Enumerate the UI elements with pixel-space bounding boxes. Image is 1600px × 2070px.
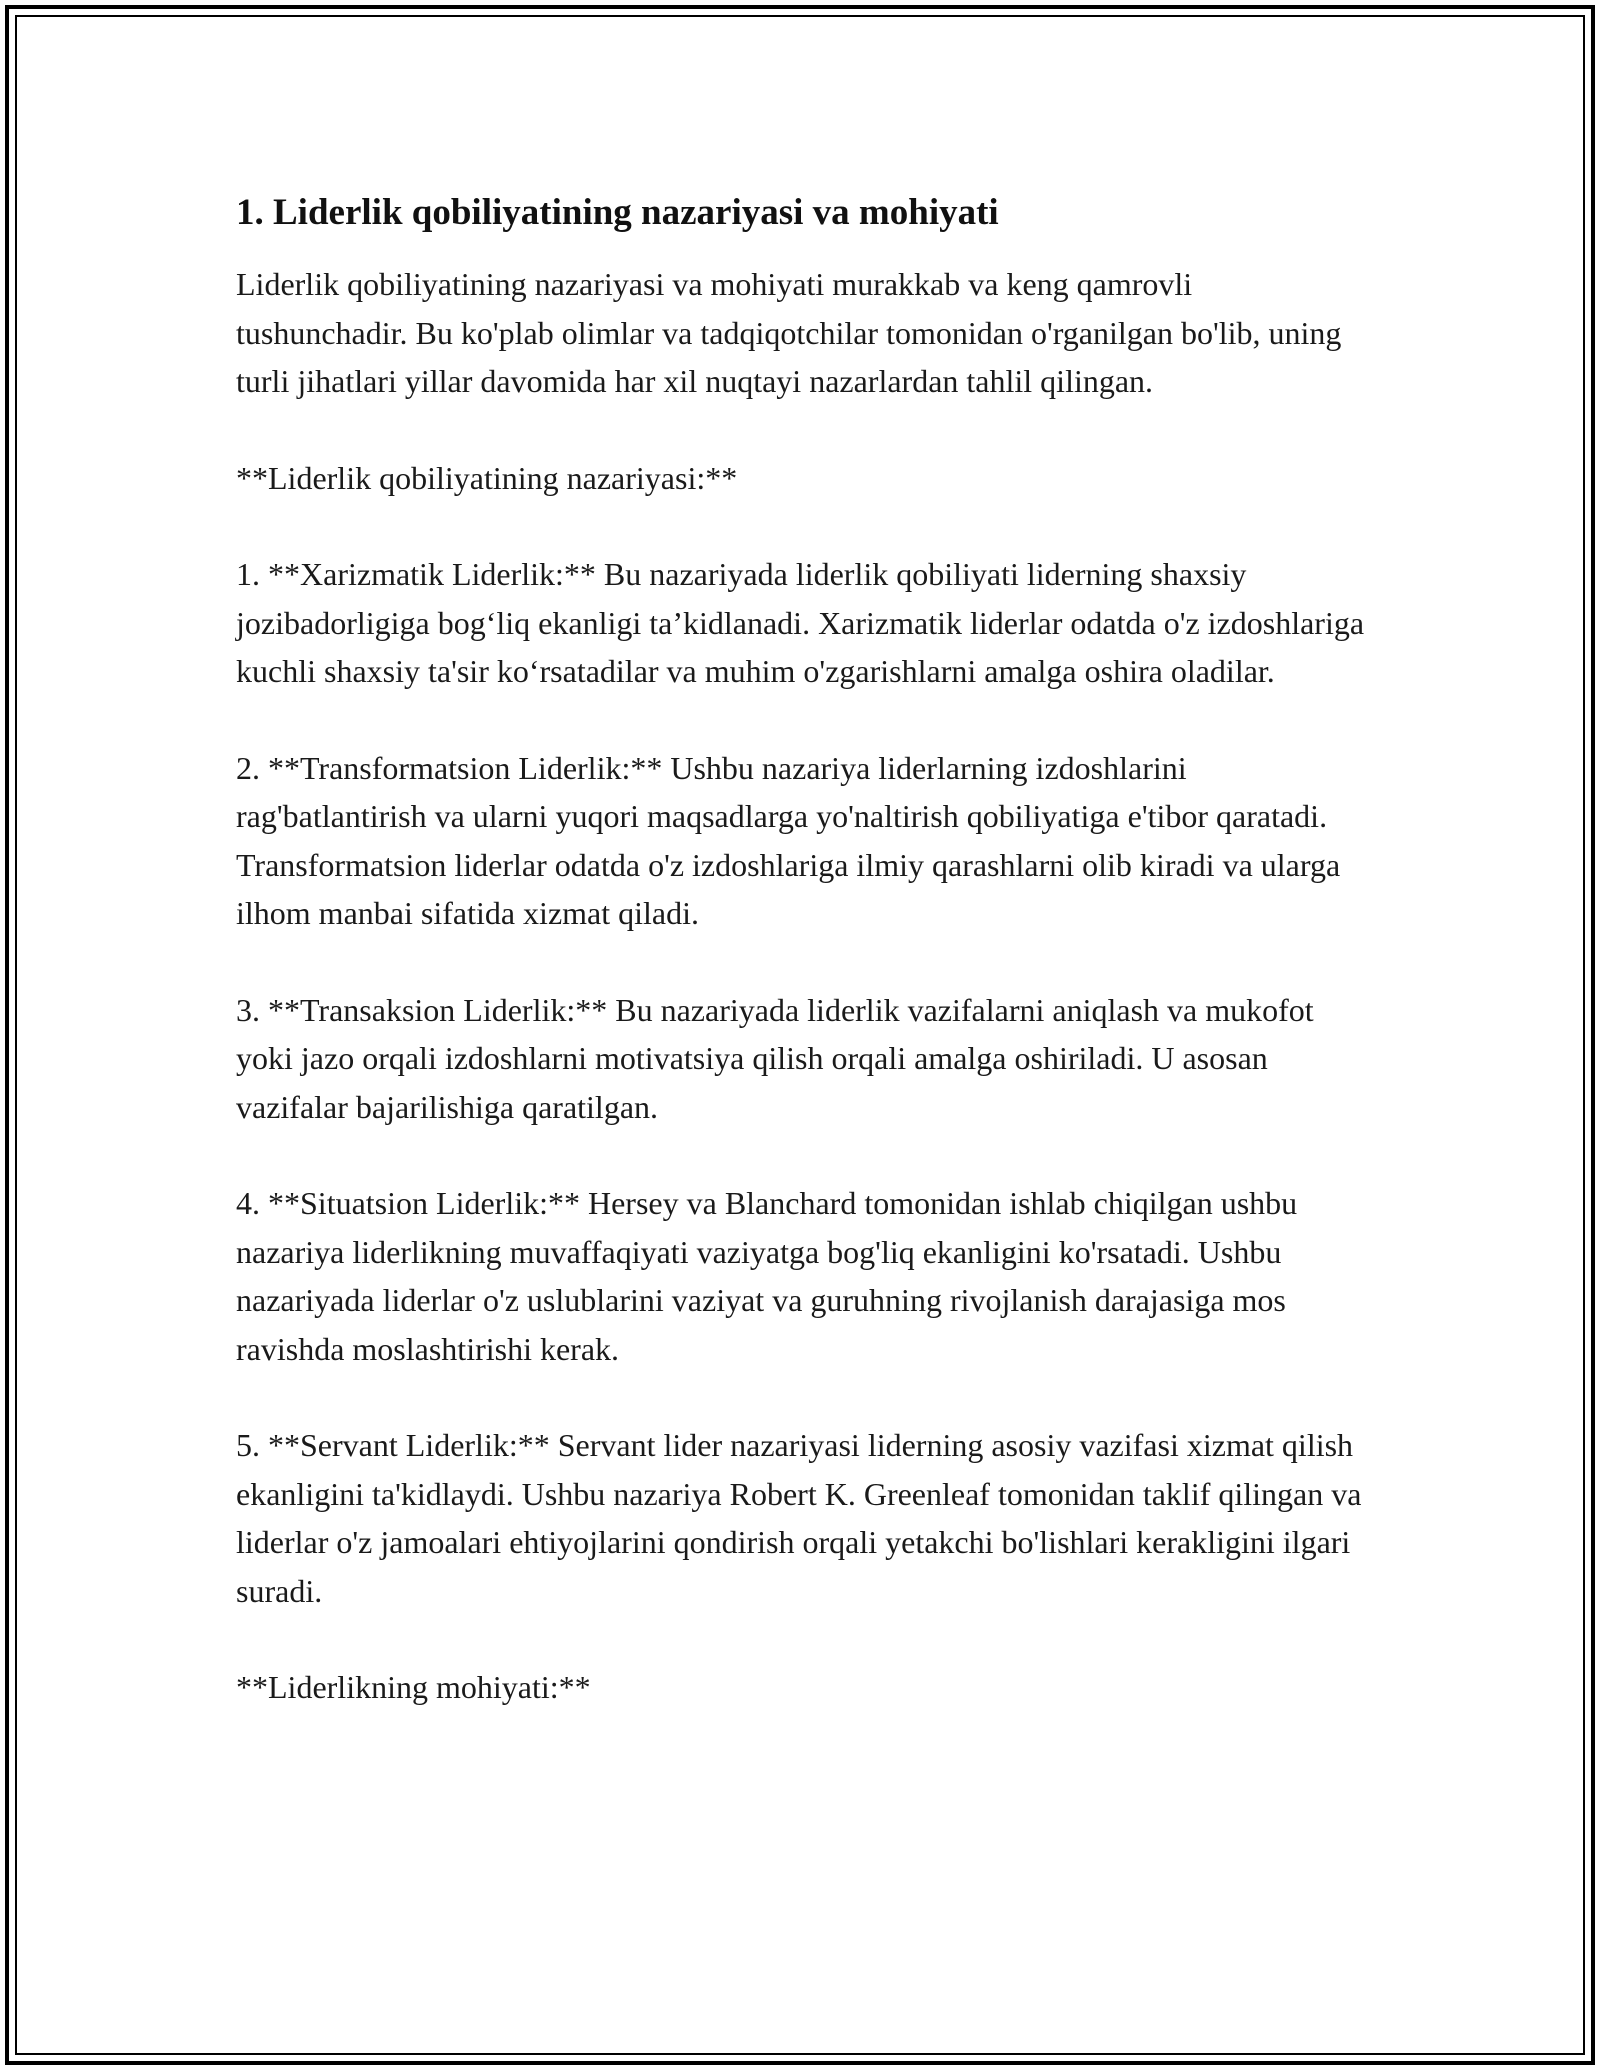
document-body (236, 186, 1366, 1760)
list-item-transformational: 2. **Transformatsion Liderlik:** Ushbu nazariya liderlarning izdoshlarini rag'batlantirish va ularni yuqori maqsadlarga yo'naltirish qobiliyatiga e'tibor qaratadi. Transformatsion liderlar odatda o'z izdoshlariga ilmiy qarashlarni olib kiradi va ularga ilhom manbai sifatida xizmat qiladi. (236, 749, 1341, 931)
essence-subheading: **Liderlikning mohiyati:** (236, 1669, 591, 1705)
list-item-servant: 5. **Servant Liderlik:** Servant lider nazariyasi liderning asosiy vazifasi xizmat qilish ekanligini ta'kidlaydi. Ushbu nazariya Robert K. Greenleaf tomonidan taklif qilingan va liderlar o'z jamoalari ehtiyojlarini qondirish orqali yetakchi bo'lishlari kerakligini ilgari suradi. (236, 1427, 1362, 1609)
intro-paragraph: Liderlik qobiliyatining nazariyasi va mohiyati murakkab va keng qamrovli tushunchadir. Bu ko'plab olimlar va tadqiqotchilar tomonidan o'rganilgan bo'lib, uning turli jihatlari yillar davomida har xil nuqtayi nazarlardan tahlil qilingan. (236, 266, 1342, 399)
section-heading: 1. Liderlik qobiliyatining nazariyasi va mohiyati (236, 192, 999, 233)
theory-subheading: **Liderlik qobiliyatining nazariyasi:** (236, 459, 738, 496)
list-item-transactional: 3. **Transaksion Liderlik:** Bu nazariyada liderlik vazifalarni aniqlash va mukofot yoki jazo orqali izdoshlarni motivatsiya qilish orqali amalga oshiriladi. U asosan vazifalar bajarilishiga qaratilgan. (236, 991, 1314, 1125)
list-item-situational: 4. **Situatsion Liderlik:** Hersey va Blanchard tomonidan ishlab chiqilgan ushbu nazariya liderlikning muvaffaqiyati vaziyatga bog'liq ekanligini ko'rsatadi. Ushbu nazariyada liderlar o'z uslublarini vaziyat va guruhning rivojlanish darajasiga mos ravishda moslashtirishi kerak. (236, 1185, 1298, 1367)
list-item-charismatic: 1. **Xarizmatik Liderlik:** Bu nazariyada liderlik qobiliyati liderning shaxsiy jozibadorligiga bog‘liq ekanligi ta’kidlanadi. Xarizmatik liderlar odatda o'z izdoshlariga kuchli shaxsiy ta'sir ko‘rsatadilar va muhim o'zgarishlarni amalga oshira oladilar. (236, 556, 1365, 689)
